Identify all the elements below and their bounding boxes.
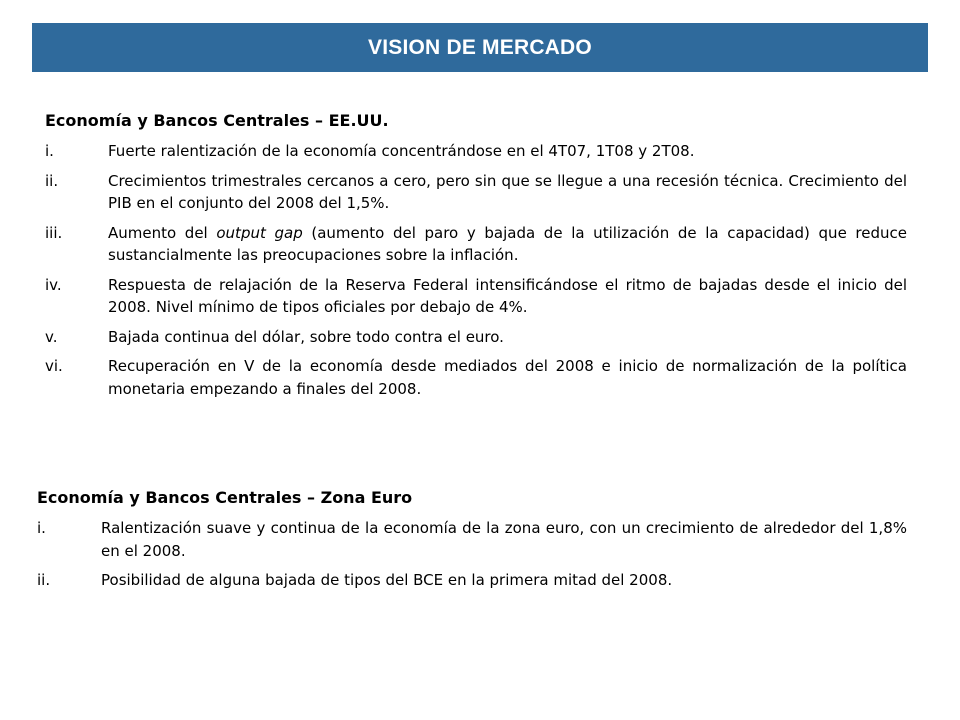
item-text: Crecimientos trimestrales cercanos a cero, pero sin que se llegue a una recesión técnica. Crecimiento del PIB en el conjunto del 2008 del 1,5%. — [108, 171, 907, 212]
item-text — [108, 222, 907, 267]
item-number: vi. — [45, 357, 63, 375]
section-usa — [45, 110, 907, 407]
item-text: Bajada continua del dólar, sobre todo contra el euro. — [108, 327, 504, 346]
section-heading: Economía y Bancos Centrales – Zona Euro — [37, 488, 413, 507]
item-text: Recuperación en V de la economía desde mediados del 2008 e inicio de normalización de la política monetaria empezando a finales del 2008. — [108, 357, 907, 398]
list-item — [45, 355, 907, 400]
item-text: Posibilidad de alguna bajada de tipos del BCE en la primera mitad del 2008. — [101, 571, 673, 589]
section-eurozone — [37, 487, 907, 599]
list-item — [45, 140, 907, 163]
list-item — [37, 517, 907, 562]
list-item — [45, 326, 907, 349]
usa-list — [45, 140, 907, 400]
eurozone-list — [37, 517, 907, 592]
item-number: ii. — [37, 571, 51, 589]
item-number: i. — [37, 519, 46, 537]
list-item — [45, 170, 907, 215]
page-title: VISION DE MERCADO — [32, 23, 928, 72]
item-text: Fuerte ralentización de la economía concentrándose en el 4T07, 1T08 y 2T08. — [108, 142, 695, 160]
list-item — [45, 222, 907, 267]
item-number: iv. — [45, 275, 62, 294]
item-text-after: (aumento del paro y bajada de la utilización de la capacidad) que reduce sustancialmente las preocupaciones sobre la inflación. — [108, 223, 907, 264]
item-text-italic: output gap — [216, 223, 303, 242]
item-text: Ralentización suave y continua de la economía de la zona euro, con un crecimiento de alrededor del 1,8% en el 2008. — [101, 519, 907, 560]
item-number: i. — [45, 142, 54, 160]
item-text-before: Aumento del — [108, 223, 217, 242]
list-item — [37, 569, 907, 592]
item-number: iii. — [45, 223, 63, 242]
list-item — [45, 274, 907, 319]
item-number: v. — [45, 327, 58, 346]
item-number: ii. — [45, 171, 59, 190]
item-text: Respuesta de relajación de la Reserva Federal intensificándose el ritmo de bajadas desde el inicio del 2008. Nivel mínimo de tipos oficiales por debajo de 4%. — [108, 275, 907, 316]
section-heading: Economía y Bancos Centrales – EE.UU. — [45, 111, 389, 130]
